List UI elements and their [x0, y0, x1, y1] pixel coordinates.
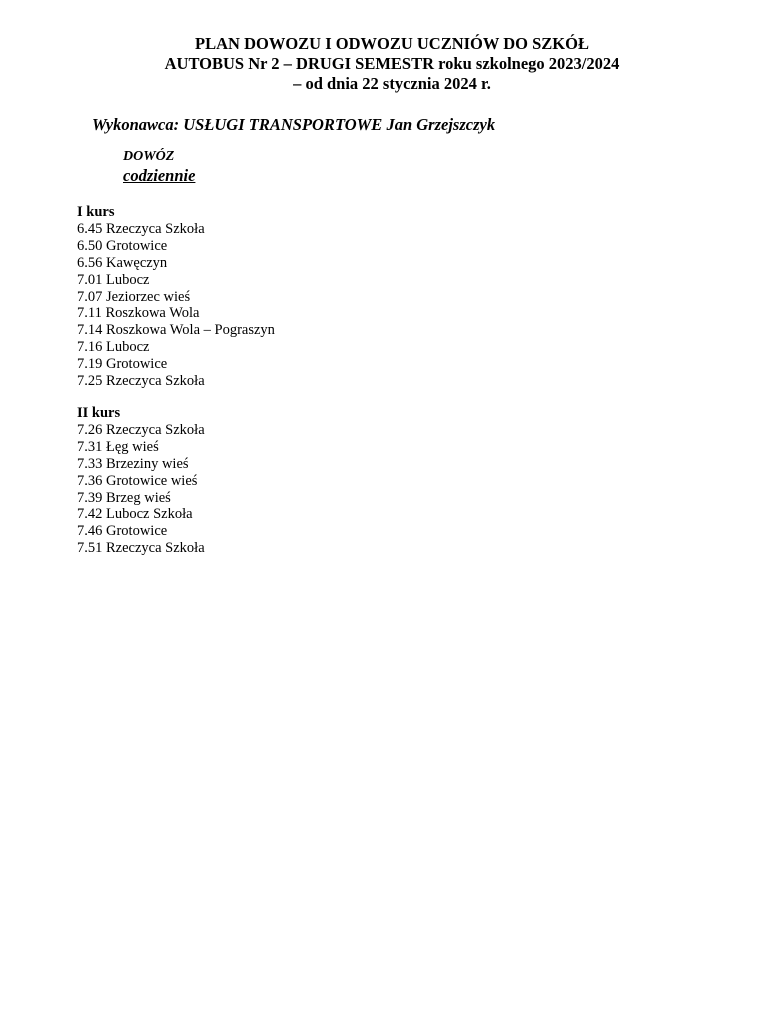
stop-entry: 7.14 Roszkowa Wola – Pograszyn — [77, 322, 275, 339]
stop-entry: 6.50 Grotowice — [77, 237, 168, 254]
stop-entry: 7.51 Rzeczyca Szkoła — [77, 540, 205, 557]
stop-entry: 7.11 Roszkowa Wola — [77, 305, 200, 322]
stop-entry: 7.19 Grotowice — [77, 356, 168, 373]
stop-entry: 7.07 Jeziorzec wieś — [77, 288, 191, 305]
stop-entry: 7.31 Łęg wieś — [77, 438, 159, 455]
course-title: II kurs — [77, 405, 121, 421]
title-line-1: PLAN DOWOZU I ODWOZU UCZNIÓW DO SZKÓŁ — [195, 34, 589, 53]
stop-entry: 7.33 Brzeziny wieś — [77, 455, 189, 472]
document-title — [0, 34, 768, 94]
course-title: I kurs — [77, 204, 115, 220]
course-block — [77, 204, 275, 390]
stop-entry: 7.26 Rzeczyca Szkoła — [77, 421, 205, 438]
stop-entry: 7.25 Rzeczyca Szkoła — [77, 373, 205, 390]
stop-entry: 7.42 Lubocz Szkoła — [77, 506, 193, 523]
stop-entry: 7.01 Lubocz — [77, 271, 150, 288]
section-frequency: codziennie — [123, 166, 196, 185]
stop-entry: 6.56 Kawęczyn — [77, 254, 168, 271]
stop-entry: 7.39 Brzeg wieś — [77, 489, 171, 506]
course-block — [77, 405, 205, 557]
section-label: DOWÓZ — [123, 149, 175, 164]
title-line-2: AUTOBUS Nr 2 – DRUGI SEMESTR roku szkolnego 2023/2024 — [164, 54, 620, 73]
stop-entry: 7.36 Grotowice wieś — [77, 472, 198, 489]
stop-entry: 7.46 Grotowice — [77, 523, 168, 540]
stop-entry: 6.45 Rzeczyca Szkoła — [77, 220, 205, 237]
title-line-3: – od dnia 22 stycznia 2024 r. — [293, 74, 491, 93]
contractor-line: Wykonawca: USŁUGI TRANSPORTOWE Jan Grzejszczyk — [92, 115, 496, 134]
stop-entry: 7.16 Lubocz — [77, 339, 150, 356]
